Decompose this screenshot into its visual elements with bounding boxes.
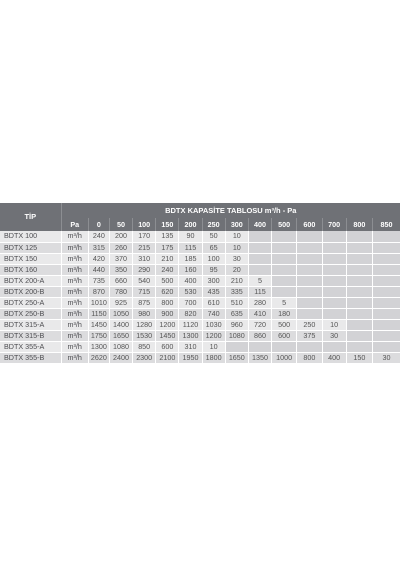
capacity-value xyxy=(248,264,271,275)
capacity-value: 30 xyxy=(225,253,248,264)
capacity-value: 800 xyxy=(156,297,179,308)
pressure-header-250: 250 xyxy=(202,218,225,231)
capacity-value xyxy=(272,242,297,253)
capacity-value xyxy=(346,308,372,319)
table-row xyxy=(0,253,400,264)
capacity-value: 30 xyxy=(322,330,346,341)
capacity-value xyxy=(297,253,322,264)
capacity-value: 875 xyxy=(133,297,156,308)
capacity-value: 315 xyxy=(88,242,109,253)
capacity-value: 400 xyxy=(322,352,346,363)
capacity-value: 1030 xyxy=(202,319,225,330)
capacity-value: 510 xyxy=(225,297,248,308)
table-row xyxy=(0,297,400,308)
capacity-value: 400 xyxy=(179,275,202,286)
capacity-value: 1080 xyxy=(225,330,248,341)
capacity-value xyxy=(373,286,400,297)
capacity-value: 980 xyxy=(133,308,156,319)
capacity-value: 1650 xyxy=(109,330,132,341)
capacity-value: 1450 xyxy=(156,330,179,341)
capacity-value: 660 xyxy=(109,275,132,286)
capacity-value xyxy=(248,253,271,264)
capacity-value xyxy=(272,231,297,242)
table-row xyxy=(0,352,400,363)
capacity-value xyxy=(373,319,400,330)
capacity-value xyxy=(346,231,372,242)
capacity-value: 850 xyxy=(133,341,156,352)
capacity-value: 540 xyxy=(133,275,156,286)
model-name: BDTX 200-A xyxy=(0,275,61,286)
capacity-value xyxy=(297,297,322,308)
capacity-value: 100 xyxy=(202,253,225,264)
pressure-header-500: 500 xyxy=(272,218,297,231)
pressure-header-850: 850 xyxy=(373,218,400,231)
capacity-value: 10 xyxy=(202,341,225,352)
pressure-header-800: 800 xyxy=(346,218,372,231)
capacity-value: 370 xyxy=(109,253,132,264)
pressure-header-600: 600 xyxy=(297,218,322,231)
capacity-value: 925 xyxy=(109,297,132,308)
capacity-value xyxy=(297,308,322,319)
capacity-value: 280 xyxy=(248,297,271,308)
capacity-value: 780 xyxy=(109,286,132,297)
capacity-value xyxy=(248,341,271,352)
capacity-value: 800 xyxy=(297,352,322,363)
capacity-value xyxy=(373,231,400,242)
capacity-value: 30 xyxy=(373,352,400,363)
capacity-value: 1530 xyxy=(133,330,156,341)
capacity-value: 175 xyxy=(156,242,179,253)
capacity-value: 240 xyxy=(88,231,109,242)
capacity-value: 290 xyxy=(133,264,156,275)
table-row xyxy=(0,341,400,352)
capacity-value: 700 xyxy=(179,297,202,308)
model-name: BDTX 125 xyxy=(0,242,61,253)
capacity-value: 410 xyxy=(248,308,271,319)
capacity-value xyxy=(373,330,400,341)
unit-cell: m³/h xyxy=(61,341,88,352)
capacity-value: 720 xyxy=(248,319,271,330)
capacity-value xyxy=(373,242,400,253)
model-name: BDTX 200-B xyxy=(0,286,61,297)
unit-cell: m³/h xyxy=(61,253,88,264)
capacity-value xyxy=(297,264,322,275)
capacity-value: 310 xyxy=(179,341,202,352)
pressure-header-150: 150 xyxy=(156,218,179,231)
capacity-value: 215 xyxy=(133,242,156,253)
capacity-value: 10 xyxy=(225,242,248,253)
capacity-value: 620 xyxy=(156,286,179,297)
capacity-value: 1050 xyxy=(109,308,132,319)
capacity-value: 1120 xyxy=(179,319,202,330)
capacity-value xyxy=(322,341,346,352)
capacity-value: 500 xyxy=(272,319,297,330)
capacity-value: 180 xyxy=(272,308,297,319)
capacity-value: 1280 xyxy=(133,319,156,330)
model-name: BDTX 250-B xyxy=(0,308,61,319)
capacity-value: 20 xyxy=(225,264,248,275)
capacity-value: 1300 xyxy=(179,330,202,341)
capacity-value xyxy=(373,297,400,308)
capacity-value: 240 xyxy=(156,264,179,275)
capacity-value xyxy=(346,286,372,297)
capacity-value: 150 xyxy=(346,352,372,363)
capacity-table xyxy=(0,203,400,363)
capacity-value xyxy=(373,341,400,352)
pressure-header-50: 50 xyxy=(109,218,132,231)
model-name: BDTX 150 xyxy=(0,253,61,264)
capacity-value: 65 xyxy=(202,242,225,253)
capacity-value: 350 xyxy=(109,264,132,275)
pressure-header-300: 300 xyxy=(225,218,248,231)
capacity-value: 135 xyxy=(156,231,179,242)
capacity-value: 170 xyxy=(133,231,156,242)
capacity-value xyxy=(322,264,346,275)
capacity-value: 1080 xyxy=(109,341,132,352)
capacity-value xyxy=(346,253,372,264)
capacity-value xyxy=(346,341,372,352)
capacity-value: 310 xyxy=(133,253,156,264)
capacity-value: 335 xyxy=(225,286,248,297)
capacity-value xyxy=(297,231,322,242)
capacity-value: 5 xyxy=(248,275,271,286)
pa-header: Pa xyxy=(61,218,88,231)
capacity-value xyxy=(322,308,346,319)
capacity-value xyxy=(248,242,271,253)
capacity-value: 2620 xyxy=(88,352,109,363)
table-row xyxy=(0,264,400,275)
capacity-value xyxy=(346,297,372,308)
capacity-value: 5 xyxy=(272,297,297,308)
capacity-value xyxy=(272,341,297,352)
capacity-value: 1650 xyxy=(225,352,248,363)
tip-header: TİP xyxy=(0,203,61,231)
capacity-value: 600 xyxy=(156,341,179,352)
capacity-value xyxy=(346,319,372,330)
model-name: BDTX 355-A xyxy=(0,341,61,352)
capacity-value: 1200 xyxy=(202,330,225,341)
capacity-value: 1950 xyxy=(179,352,202,363)
table-title: BDTX KAPASİTE TABLOSU m³/h - Pa xyxy=(61,203,400,218)
capacity-value: 860 xyxy=(248,330,271,341)
capacity-value: 95 xyxy=(202,264,225,275)
unit-cell: m³/h xyxy=(61,297,88,308)
table-row xyxy=(0,308,400,319)
capacity-value: 440 xyxy=(88,264,109,275)
capacity-value: 900 xyxy=(156,308,179,319)
model-name: BDTX 315-A xyxy=(0,319,61,330)
unit-cell: m³/h xyxy=(61,275,88,286)
capacity-value: 1400 xyxy=(109,319,132,330)
unit-cell: m³/h xyxy=(61,286,88,297)
unit-cell: m³/h xyxy=(61,231,88,242)
capacity-value: 500 xyxy=(156,275,179,286)
capacity-value xyxy=(346,275,372,286)
capacity-value: 435 xyxy=(202,286,225,297)
capacity-value xyxy=(322,253,346,264)
capacity-value: 820 xyxy=(179,308,202,319)
table-row xyxy=(0,231,400,242)
table-row xyxy=(0,319,400,330)
capacity-value: 210 xyxy=(225,275,248,286)
capacity-value: 530 xyxy=(179,286,202,297)
model-name: BDTX 250-A xyxy=(0,297,61,308)
model-name: BDTX 160 xyxy=(0,264,61,275)
capacity-value: 115 xyxy=(248,286,271,297)
unit-cell: m³/h xyxy=(61,264,88,275)
capacity-value xyxy=(322,286,346,297)
capacity-value xyxy=(322,297,346,308)
unit-cell: m³/h xyxy=(61,242,88,253)
capacity-value: 10 xyxy=(322,319,346,330)
capacity-value: 420 xyxy=(88,253,109,264)
capacity-value: 260 xyxy=(109,242,132,253)
capacity-value: 1800 xyxy=(202,352,225,363)
table-row xyxy=(0,242,400,253)
capacity-value xyxy=(272,264,297,275)
capacity-value xyxy=(322,242,346,253)
capacity-value xyxy=(297,242,322,253)
model-name: BDTX 100 xyxy=(0,231,61,242)
capacity-value: 160 xyxy=(179,264,202,275)
capacity-value: 740 xyxy=(202,308,225,319)
capacity-value: 1010 xyxy=(88,297,109,308)
capacity-value: 870 xyxy=(88,286,109,297)
table-row xyxy=(0,286,400,297)
capacity-value: 715 xyxy=(133,286,156,297)
capacity-value: 115 xyxy=(179,242,202,253)
capacity-value xyxy=(373,264,400,275)
capacity-value xyxy=(322,231,346,242)
capacity-value: 1450 xyxy=(88,319,109,330)
unit-cell: m³/h xyxy=(61,319,88,330)
capacity-value: 1750 xyxy=(88,330,109,341)
pressure-header-700: 700 xyxy=(322,218,346,231)
model-name: BDTX 315-B xyxy=(0,330,61,341)
unit-cell: m³/h xyxy=(61,330,88,341)
capacity-value: 735 xyxy=(88,275,109,286)
capacity-value: 2400 xyxy=(109,352,132,363)
capacity-value: 1350 xyxy=(248,352,271,363)
capacity-value: 635 xyxy=(225,308,248,319)
capacity-value xyxy=(346,330,372,341)
capacity-value: 375 xyxy=(297,330,322,341)
capacity-value: 90 xyxy=(179,231,202,242)
capacity-value: 610 xyxy=(202,297,225,308)
capacity-value xyxy=(373,253,400,264)
capacity-value xyxy=(373,275,400,286)
capacity-value: 210 xyxy=(156,253,179,264)
unit-cell: m³/h xyxy=(61,352,88,363)
capacity-table-container xyxy=(0,203,400,363)
capacity-value: 2100 xyxy=(156,352,179,363)
capacity-value: 250 xyxy=(297,319,322,330)
capacity-value xyxy=(297,341,322,352)
capacity-value xyxy=(297,275,322,286)
capacity-value xyxy=(346,264,372,275)
pressure-header-400: 400 xyxy=(248,218,271,231)
capacity-value: 600 xyxy=(272,330,297,341)
pressure-header-100: 100 xyxy=(133,218,156,231)
capacity-value xyxy=(248,231,271,242)
capacity-value xyxy=(297,286,322,297)
capacity-value: 2300 xyxy=(133,352,156,363)
pressure-header-0: 0 xyxy=(88,218,109,231)
capacity-value xyxy=(272,253,297,264)
pressure-header-200: 200 xyxy=(179,218,202,231)
capacity-value: 1000 xyxy=(272,352,297,363)
capacity-value: 1300 xyxy=(88,341,109,352)
capacity-value xyxy=(322,275,346,286)
table-row xyxy=(0,275,400,286)
capacity-value: 960 xyxy=(225,319,248,330)
capacity-value: 185 xyxy=(179,253,202,264)
capacity-value: 200 xyxy=(109,231,132,242)
capacity-value: 1200 xyxy=(156,319,179,330)
model-name: BDTX 355-B xyxy=(0,352,61,363)
capacity-value: 1150 xyxy=(88,308,109,319)
table-body xyxy=(0,231,400,363)
capacity-value xyxy=(373,308,400,319)
unit-cell: m³/h xyxy=(61,308,88,319)
capacity-value xyxy=(272,275,297,286)
capacity-value xyxy=(272,286,297,297)
capacity-value: 10 xyxy=(225,231,248,242)
capacity-value xyxy=(346,242,372,253)
capacity-value: 50 xyxy=(202,231,225,242)
capacity-value xyxy=(225,341,248,352)
table-row xyxy=(0,330,400,341)
capacity-value: 300 xyxy=(202,275,225,286)
